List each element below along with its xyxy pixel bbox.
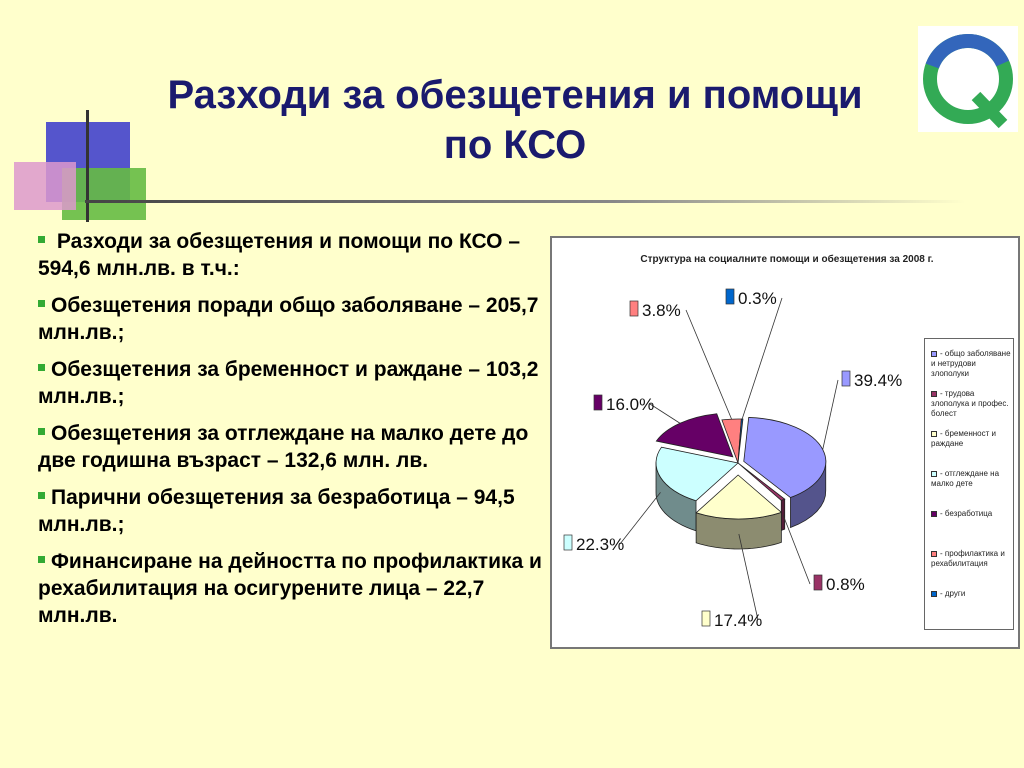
bullet-item-prevention: Финансиране на дейността по профилактика и рехабилитация на осигурените лица – 22,7 млн.лв. (38, 550, 542, 627)
leader-line-3 (620, 492, 660, 544)
legend-item-4 (931, 509, 1011, 519)
legend-item-1 (931, 389, 1011, 419)
legend-label-1: - трудова злополука и профес. болест (931, 389, 1009, 418)
data-label-2: 17.4% (714, 611, 763, 630)
bullet-marker (38, 492, 45, 499)
deco-vertical-line (86, 110, 89, 222)
data-label-1: 0.8% (826, 575, 865, 594)
legend-label-3: - отглеждане на малко дете (931, 469, 1000, 488)
data-label-swatch-3 (564, 535, 572, 550)
logo (918, 26, 1018, 132)
data-label-swatch-0 (842, 371, 850, 386)
leader-line-0 (823, 380, 838, 450)
chart-legend (924, 338, 1014, 630)
data-label-3: 22.3% (576, 535, 625, 554)
bullet-item-total: Разходи за обезщетения и помощи по КСО – 594,6 млн.лв. в т.ч.: (38, 230, 520, 280)
bullet-marker (38, 300, 45, 307)
bullet-marker (38, 556, 45, 563)
legend-item-6 (931, 589, 1011, 599)
data-label-swatch-5 (630, 301, 638, 316)
legend-item-0 (931, 349, 1011, 379)
data-label-swatch-1 (814, 575, 822, 590)
legend-swatch-5 (931, 551, 937, 557)
legend-item-3 (931, 469, 1011, 489)
data-label-swatch-4 (594, 395, 602, 410)
legend-swatch-6 (931, 591, 937, 597)
legend-swatch-2 (931, 431, 937, 437)
legend-item-5 (931, 549, 1011, 569)
bullet-list (38, 228, 550, 639)
legend-swatch-4 (931, 511, 937, 517)
leader-line-4 (650, 404, 680, 423)
deco-pink-square (14, 162, 76, 210)
data-label-swatch-2 (702, 611, 710, 626)
bullet-item-maternity: Обезщетения за бременност и раждане – 103,2 млн.лв.; (38, 358, 539, 408)
bullet-marker (38, 364, 45, 371)
title-underline (85, 200, 965, 203)
legend-item-2 (931, 429, 1011, 449)
legend-label-4: - безработица (940, 509, 993, 518)
data-label-swatch-6 (726, 289, 734, 304)
legend-swatch-0 (931, 351, 937, 357)
data-label-4: 16.0% (606, 395, 655, 414)
legend-swatch-3 (931, 471, 937, 477)
legend-label-5: - профилактика и рехабилитация (931, 549, 1005, 568)
bullet-marker (38, 428, 45, 435)
page-title: Разходи за обезщетения и помощи по КСО (167, 73, 863, 167)
data-label-5: 3.8% (642, 301, 681, 320)
legend-label-6: - други (940, 589, 966, 598)
legend-label-0: - общо заболяване и нетрудови злополуки (931, 349, 1011, 378)
legend-swatch-1 (931, 391, 937, 397)
bullet-marker (38, 236, 45, 243)
data-label-0: 39.4% (854, 371, 903, 390)
leader-line-6 (742, 298, 782, 419)
bullet-item-unemployment: Парични обезщетения за безработица – 94,5 млн.лв.; (38, 486, 515, 536)
data-label-6: 0.3% (738, 289, 777, 308)
pie-slice-side-1 (781, 499, 784, 530)
leader-line-5 (686, 310, 732, 419)
pie-chart (550, 236, 1020, 649)
legend-label-2: - бременност и раждане (931, 429, 996, 448)
bullet-item-childcare: Обезщетения за отглеждане на малко дете до две годишна възраст – 132,6 млн. лв. (38, 422, 529, 472)
bullet-item-sickness: Обезщетения поради общо заболяване – 205,7 млн.лв.; (38, 294, 539, 344)
chart-title: Структура на социалните помощи и обезщетения за 2008 г. (640, 254, 934, 265)
